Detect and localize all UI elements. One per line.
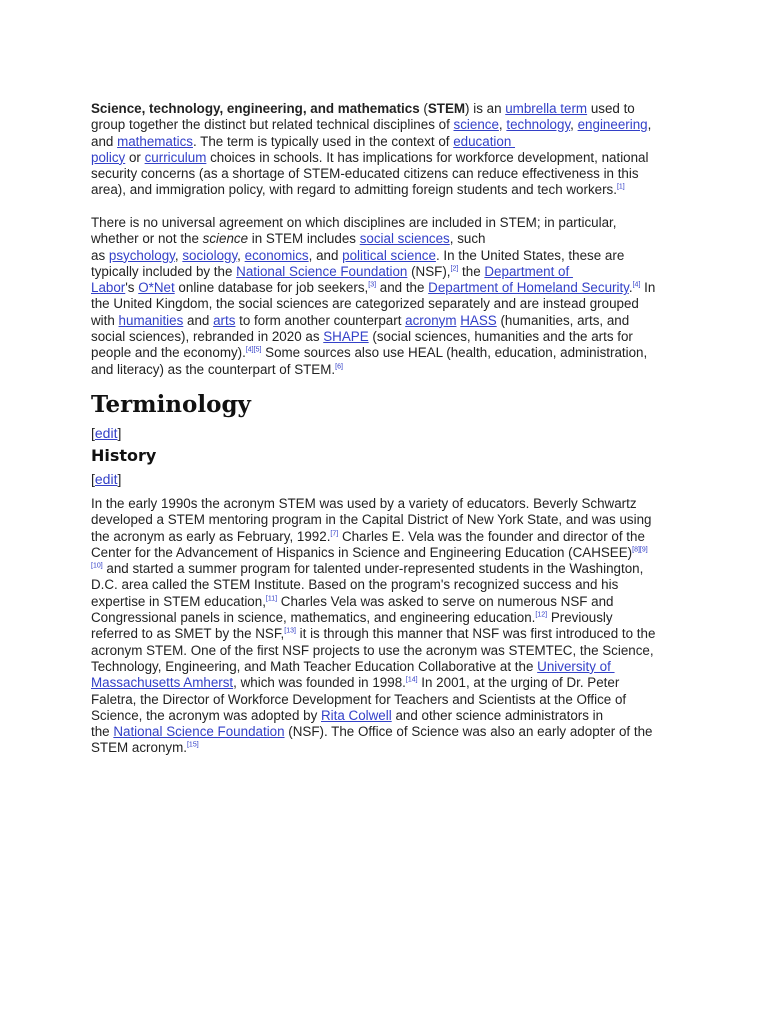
text: whether or not the — [91, 231, 203, 247]
text-line — [91, 248, 655, 264]
text: , such — [449, 231, 486, 247]
text-line — [91, 675, 655, 691]
wiki-link[interactable]: University of — [537, 658, 615, 674]
text-line — [91, 610, 655, 626]
footnote-ref[interactable]: [13] — [284, 627, 296, 635]
text: with — [91, 312, 119, 328]
text-line — [91, 362, 655, 378]
wiki-link[interactable]: science — [453, 117, 499, 133]
wiki-link[interactable]: technology — [506, 117, 571, 133]
text: , — [237, 247, 245, 263]
text: ) is an — [465, 101, 506, 116]
text: referred to as SMET by the NSF, — [91, 626, 285, 642]
text: and other science administrators in — [391, 707, 604, 723]
text: Technology, Engineering, and Math Teacher Education Collaborative at the — [91, 658, 538, 674]
text: D.C. area called the STEM Institute. Based on the program's recognized success and his — [91, 577, 619, 593]
footnote-ref[interactable]: [7] — [330, 530, 339, 538]
text: (NSF). The Office of Science was also an early adopter of the — [284, 724, 653, 740]
text-line — [91, 545, 655, 561]
text: Science, the acronym was adopted by — [91, 707, 322, 723]
wiki-link[interactable]: Department of Homeland Security — [428, 280, 629, 296]
text: to form another counterpart — [235, 312, 406, 328]
text-line — [91, 529, 655, 545]
section-heading-terminology: Terminology — [91, 391, 251, 418]
bracket: [ — [91, 425, 95, 441]
text-line — [91, 708, 655, 724]
wiki-link[interactable]: mathematics — [117, 133, 193, 149]
wiki-link[interactable]: acronym — [405, 312, 457, 328]
text: the United Kingdom, the social sciences are categorized separately and are instead grouped — [91, 296, 639, 312]
footnote-ref[interactable]: [15] — [186, 741, 199, 749]
text: and the — [376, 280, 429, 296]
text-line — [91, 215, 655, 231]
text: (humanities, arts, and — [496, 312, 630, 328]
text-line — [91, 594, 655, 610]
bracket: ] — [117, 425, 122, 441]
text: Some sources also use HEAL (health, education, administration, — [261, 345, 648, 361]
footnote-ref[interactable]: [6] — [335, 363, 343, 371]
wiki-link[interactable]: Massachusetts Amherst — [91, 675, 234, 691]
text-line — [91, 740, 655, 756]
text: , — [498, 117, 507, 133]
text-line — [91, 512, 655, 528]
edit-link[interactable]: edit — [94, 471, 118, 487]
text-line — [91, 345, 655, 361]
wiki-link[interactable]: education — [453, 133, 516, 149]
text: (social sciences, humanities and the arts for — [368, 329, 633, 345]
footnote-ref[interactable]: [2] — [450, 265, 459, 273]
wiki-link[interactable]: Department of — [484, 263, 573, 279]
text: used to — [587, 101, 635, 116]
wiki-link[interactable]: sociology — [182, 247, 238, 263]
text: choices in schools. It has implications for workforce development, national — [206, 149, 649, 165]
footnote-ref[interactable]: [11] — [265, 595, 278, 603]
text-line — [91, 313, 655, 329]
text-line — [91, 626, 655, 642]
edit-link[interactable]: edit — [94, 425, 118, 441]
wiki-link[interactable]: O*Net — [138, 280, 175, 296]
wiki-link[interactable]: economics — [244, 247, 309, 263]
text: area), and immigration policy, with regard to admitting foreign students and tech workers. — [91, 182, 617, 198]
text: In 2001, at the urging of Dr. Peter — [417, 675, 620, 691]
text-line — [91, 182, 651, 198]
wiki-link[interactable]: political science — [342, 247, 436, 263]
bold-text: STEM — [427, 101, 466, 116]
history-paragraph — [91, 496, 655, 757]
text: and — [183, 312, 214, 328]
text: in STEM includes — [248, 231, 360, 247]
text-line — [91, 496, 655, 512]
wiki-link[interactable]: curriculum — [144, 149, 207, 165]
text: it is through this manner that NSF was first introduced to the — [295, 626, 656, 642]
text: Charles E. Vela was the founder and director of the — [338, 528, 645, 544]
footnote-ref[interactable]: [1] — [616, 184, 625, 192]
text: In — [640, 280, 656, 296]
text-line — [91, 577, 655, 593]
wiki-link[interactable]: SHAPE — [323, 329, 369, 345]
text: , — [174, 247, 183, 263]
text-line — [91, 329, 655, 345]
text-line — [91, 280, 655, 296]
text-line — [91, 296, 655, 312]
italic-text: science — [202, 231, 249, 247]
text: the — [458, 263, 485, 279]
text: , — [570, 117, 578, 133]
footnote-ref[interactable]: [3] — [368, 281, 377, 289]
wiki-link[interactable]: policy — [91, 149, 126, 165]
text: Previously — [547, 610, 613, 626]
text-line — [91, 101, 651, 117]
text-line — [91, 561, 655, 577]
wiki-link[interactable]: humanities — [118, 312, 184, 328]
text: Faletra, the Director of Workforce Development for Teachers and Scientists at the Office of — [91, 691, 627, 707]
wiki-link[interactable]: Labor — [91, 280, 126, 296]
wiki-link[interactable]: psychology — [108, 247, 175, 263]
text: the acronym as early as February, 1992. — [91, 528, 331, 544]
text-line — [91, 231, 655, 247]
text: the — [91, 724, 114, 740]
text: and literacy) as the counterpart of STEM. — [91, 361, 336, 377]
text: security concerns (as a shortage of STEM-educated citizens can reduce effectiveness in this — [91, 166, 639, 182]
text: expertise in STEM education, — [91, 593, 266, 609]
text: as — [91, 247, 109, 263]
text: online database for job seekers, — [174, 280, 369, 296]
wiki-link[interactable]: engineering — [577, 117, 648, 133]
text: In the early 1990s the acronym STEM was used by a variety of educators. Beverly Schwartz — [91, 496, 637, 511]
text-line — [91, 264, 655, 280]
text: and started a summer program for talented under-represented students in the Washington, — [102, 561, 644, 577]
text-line — [91, 643, 655, 659]
text: and — [91, 133, 118, 149]
text: . In the United States, these are — [435, 247, 625, 263]
wiki-link[interactable]: HASS — [460, 312, 497, 328]
edit-section-history — [91, 471, 121, 487]
text: typically included by the — [91, 263, 237, 279]
disciplines-paragraph — [91, 215, 655, 378]
text: Congressional panels in science, mathematics, and engineering education. — [91, 610, 536, 626]
text: There is no universal agreement on which disciplines are included in STEM; in particular, — [91, 215, 617, 230]
text-line — [91, 117, 651, 133]
footnote-ref[interactable]: [14] — [405, 676, 418, 684]
text: . The term is typically used in the context of — [192, 133, 454, 149]
footnote-ref[interactable]: [4][5] — [245, 346, 262, 354]
edit-section-terminology — [91, 425, 121, 441]
bracket: [ — [91, 471, 95, 487]
footnote-ref[interactable]: [12] — [535, 611, 548, 619]
section-heading-history: History — [91, 446, 157, 465]
wiki-link[interactable]: National Science Foundation — [113, 724, 285, 740]
text-line — [91, 692, 655, 708]
footnote-ref[interactable]: [4] — [632, 281, 641, 289]
text: 's — [125, 280, 139, 296]
footnote-ref[interactable]: [10] — [91, 562, 103, 570]
text: or — [125, 149, 145, 165]
text: , which was founded in 1998. — [233, 675, 406, 691]
wiki-link[interactable]: umbrella term — [505, 101, 588, 116]
wiki-link[interactable]: National Science Foundation — [236, 263, 408, 279]
text: group together the distinct but related technical disciplines of — [91, 117, 454, 133]
wiki-link[interactable]: social sciences — [359, 231, 450, 247]
text-line — [91, 724, 655, 740]
wiki-link[interactable]: arts — [213, 312, 236, 328]
text: acronym STEM. One of the first NSF projects to use the acronym was STEMTEC, the Science, — [91, 642, 654, 658]
text: developed a STEM mentoring program in the Capital District of New York State, and was using — [91, 512, 652, 528]
footnote-ref[interactable]: [8][9] — [632, 546, 648, 554]
text-line — [91, 134, 651, 150]
wiki-link[interactable]: Rita Colwell — [321, 707, 392, 723]
text: social sciences), rebranded in 2020 as — [91, 329, 324, 345]
text: , and — [308, 247, 343, 263]
text: Center for the Advancement of Hispanics in Science and Engineering Education (CAHSEE) — [91, 544, 633, 560]
text: (NSF), — [407, 263, 451, 279]
text: ( — [419, 101, 428, 116]
text-line — [91, 659, 655, 675]
text: Charles Vela was asked to serve on numerous NSF and — [277, 593, 614, 609]
bracket: ] — [117, 471, 122, 487]
text: STEM acronym. — [91, 740, 187, 756]
bold-text: Science, technology, engineering, and mathematics — [91, 101, 420, 116]
intro-paragraph — [91, 101, 651, 199]
text: . — [628, 280, 633, 296]
text: , — [647, 117, 652, 133]
text-line — [91, 166, 651, 182]
text-line — [91, 150, 651, 166]
text: people and the economy). — [91, 345, 246, 361]
